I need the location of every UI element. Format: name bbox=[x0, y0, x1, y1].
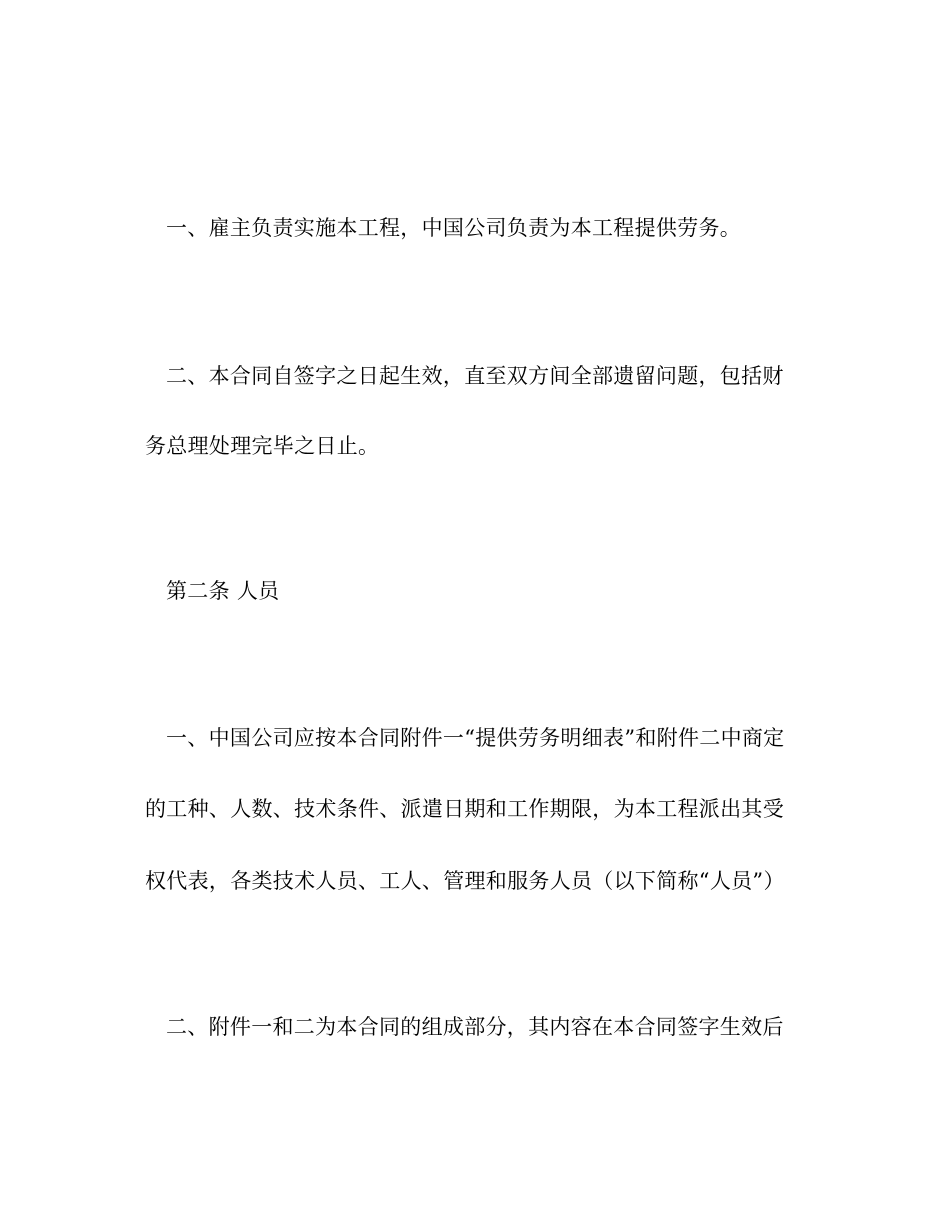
text-line: 一、雇主负责实施本工程，中国公司负责为本工程提供劳务。 bbox=[166, 216, 742, 240]
text-line: 权代表，各类技术人员、工人、管理和服务人员（以下简称“人员”） bbox=[145, 869, 785, 893]
text-line: 二、附件一和二为本合同的组成部分，其内容在本合同签字生效后 bbox=[166, 1015, 784, 1039]
text-line: 务总理处理完毕之日止。 bbox=[145, 434, 380, 458]
section-heading: 第二条 人员 bbox=[166, 579, 280, 603]
text-line: 二、本合同自签字之日起生效，直至双方间全部遗留问题，包括财 bbox=[166, 364, 784, 388]
text-line: 一、中国公司应按本合同附件一“提供劳务明细表”和附件二中商定 bbox=[166, 726, 785, 750]
text-line: 的工种、人数、技术条件、派遣日期和工作期限，为本工程派出其受 bbox=[145, 797, 784, 821]
